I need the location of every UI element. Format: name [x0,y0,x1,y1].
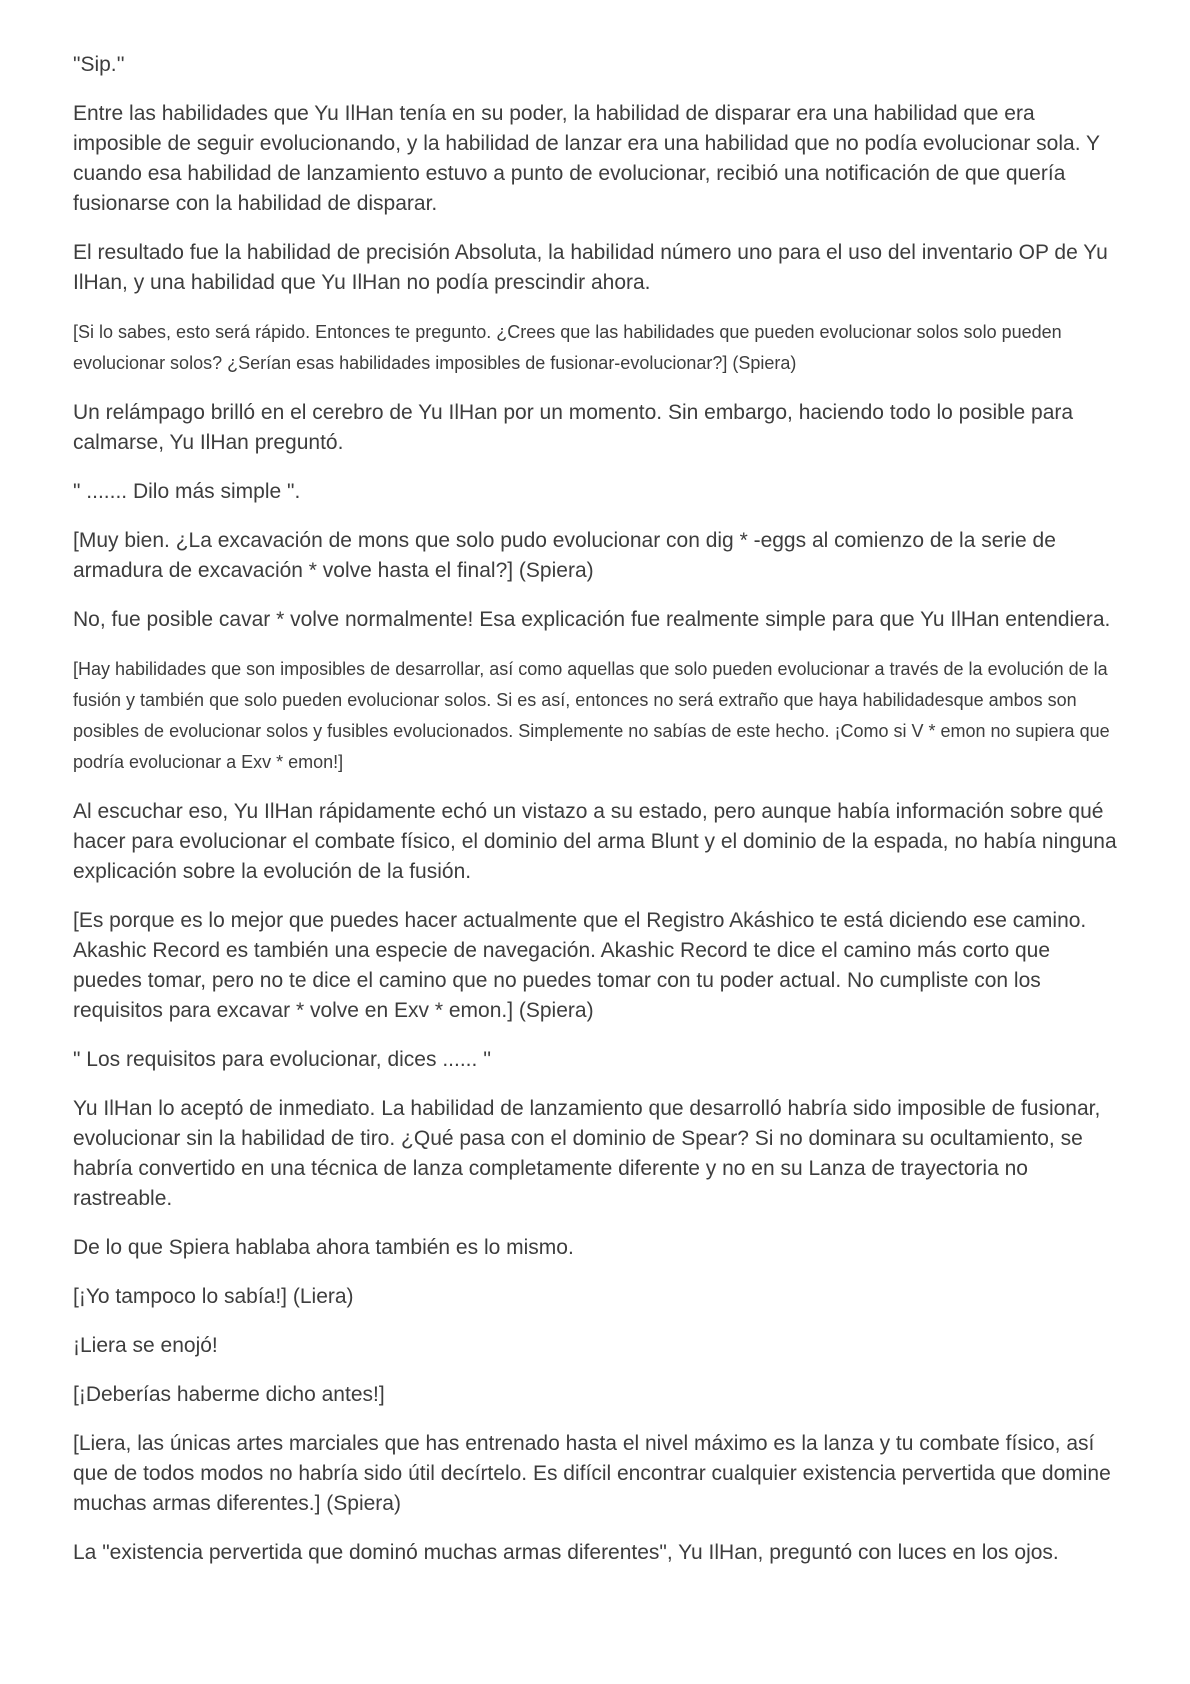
paragraph: [Muy bien. ¿La excavación de mons que solo pudo evolucionar con dig * -eggs al comienzo de la serie de armadura de excavación * volve hasta el final?] (Spiera) [73,529,1056,582]
paragraph: No, fue posible cavar * volve normalmente! Esa explicación fue realmente simple para que Yu IlHan entendiera. [73,608,1111,631]
paragraph: " ....... Dilo más simple ". [73,480,301,503]
paragraph: ¡Liera se enojó! [73,1334,218,1357]
paragraph: Al escuchar eso, Yu IlHan rápidamente echó un vistazo a su estado, pero aunque había información sobre qué hacer para evolucionar el combate físico, el dominio del arma Blunt y el dominio de la espada, no había ninguna explicación sobre la evolución de la fusión. [73,800,1117,883]
paragraph: La "existencia pervertida que dominó muchas armas diferentes", Yu IlHan, preguntó con luces en los ojos. [73,1541,1059,1564]
paragraph: Un relámpago brilló en el cerebro de Yu IlHan por un momento. Sin embargo, haciendo todo lo posible para calmarse, Yu IlHan preguntó. [73,401,1074,454]
paragraph: [Liera, las únicas artes marciales que has entrenado hasta el nivel máximo es la lanza y tu combate físico, así que de todos modos no habría sido útil decírtelo. Es difícil encontrar cualquier existencia pervertida que domine muchas armas diferentes.] (Spiera) [73,1432,1111,1515]
paragraph: [Es porque es lo mejor que puedes hacer actualmente que el Registro Akáshico te está diciendo ese camino. Akashic Record es también una especie de navegación. Akashic Record te dice el camino más corto que puedes tomar, pero no te dice el camino que no puedes tomar con tu poder actual. No cumpliste con los requisitos para excavar * volve en Exv * emon.] (Spiera) [73,909,1087,1022]
paragraph: " Los requisitos para evolucionar, dices ...... '' [73,1048,492,1071]
paragraph: Yu IlHan lo aceptó de inmediato. La habilidad de lanzamiento que desarrolló habría sido imposible de fusionar, evolucionar sin la habilidad de tiro. ¿Qué pasa con el dominio de Spear? Si no dominara su ocultamiento, se habría convertido en una técnica de lanza completamente diferente y no en su Lanza de trayectoria no rastreable. [73,1097,1101,1210]
paragraph: "Sip.'' [73,53,125,76]
paragraph: [Hay habilidades que son imposibles de desarrollar, así como aquellas que solo pueden evolucionar a través de la evolución de la fusión y también que solo pueden evolucionar solos. Si es así, entonces no será extraño que haya habilidadesque ambos son posibles de evolucionar solos y fusibles evolucionados. Simplemente no sabías de este hecho. ¡Como si V * emon no supiera que podría evolucionar a Exv * emon!] [73,659,1110,772]
paragraph: El resultado fue la habilidad de precisión Absoluta, la habilidad número uno para el uso del inventario OP de Yu IlHan, y una habilidad que Yu IlHan no podía prescindir ahora. [73,241,1108,294]
document-page [73,50,1123,1587]
paragraph: Entre las habilidades que Yu IlHan tenía en su poder, la habilidad de disparar era una habilidad que era imposible de seguir evolucionando, y la habilidad de lanzar era una habilidad que no podía evolucionar sola. Y cuando esa habilidad de lanzamiento estuvo a punto de evolucionar, recibió una notificación de que quería fusionarse con la habilidad de disparar. [73,102,1100,215]
paragraph: [Si lo sabes, esto será rápido. Entonces te pregunto. ¿Crees que las habilidades que pueden evolucionar solos solo pueden evolucionar solos? ¿Serían esas habilidades imposibles de fusionar-evolucionar?] (Spiera) [73,322,1062,373]
paragraph: [¡Deberías haberme dicho antes!] [73,1383,385,1406]
paragraph: [¡Yo tampoco lo sabía!] (Liera) [73,1285,354,1308]
paragraph: De lo que Spiera hablaba ahora también es lo mismo. [73,1236,574,1259]
